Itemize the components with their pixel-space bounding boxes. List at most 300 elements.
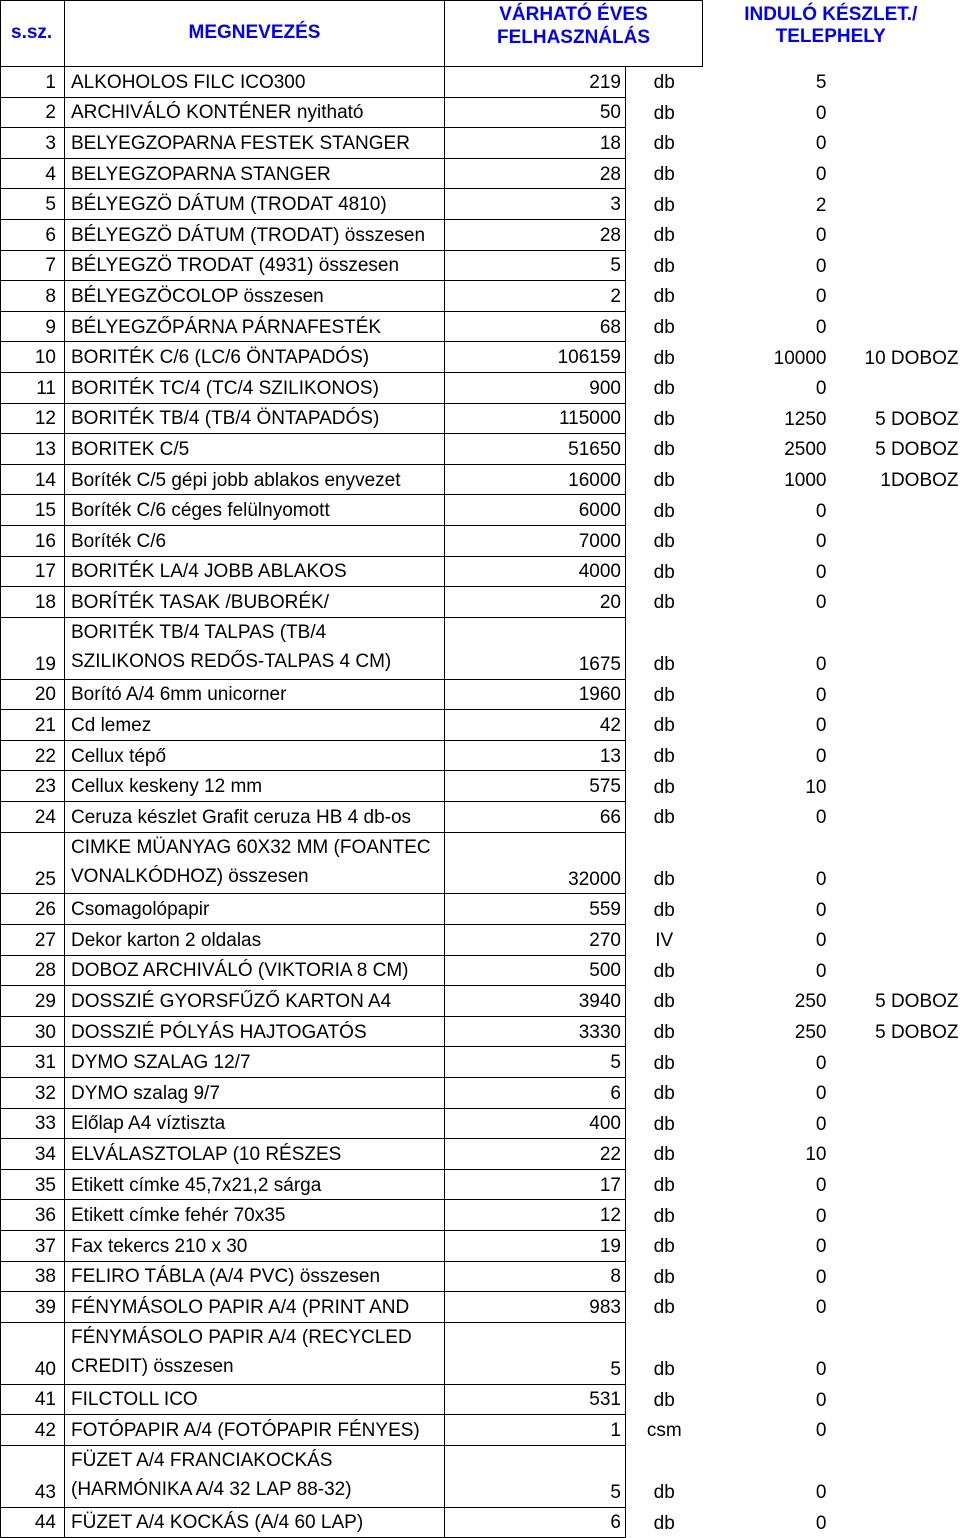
row-box-count: 5 DOBOZ [875, 1022, 959, 1044]
row-box-count [829, 801, 959, 832]
row-box-count [829, 67, 959, 98]
row-initial-stock: 0 [815, 1175, 827, 1197]
row-expected-usage: 17 [445, 1169, 626, 1200]
row-serial-number: 11 [1, 372, 65, 403]
table-row [1, 1230, 959, 1261]
row-initial-stock: 0 [815, 960, 827, 982]
row-expected-usage: 106159 [445, 342, 626, 373]
row-unit: db [653, 899, 675, 921]
row-unit: db [653, 869, 675, 891]
row-unit: db [653, 1482, 675, 1504]
header-initial-stock: INDULÓ KÉSZLET./ TELEPHELY [744, 3, 918, 48]
row-box-count [829, 189, 959, 220]
row-box-count [829, 372, 959, 403]
row-initial-stock: 0 [815, 1512, 827, 1534]
row-unit: db [653, 715, 675, 737]
table-row [1, 1322, 959, 1384]
row-initial-stock: 0 [815, 1205, 827, 1227]
table-row [1, 801, 959, 832]
table-row [1, 67, 959, 98]
row-item-name: Fax tekercs 210 x 30 [65, 1230, 445, 1261]
row-unit: db [653, 1512, 675, 1534]
row-item-name: BELYEGZOPARNA STANGER [65, 158, 445, 189]
row-item-name: BORÍTÉK TASAK /BUBORÉK/ [65, 587, 445, 618]
row-item-name: ELVÁLASZTOLAP (10 RÉSZES [65, 1139, 445, 1170]
row-serial-number: 22 [1, 740, 65, 771]
row-item-name: BÉLYEGZÖ TRODAT (4931) összesen [65, 250, 445, 281]
row-unit: db [653, 1266, 675, 1288]
row-unit: db [653, 72, 675, 94]
row-serial-number: 30 [1, 1016, 65, 1047]
row-expected-usage: 531 [445, 1384, 626, 1415]
row-box-count [829, 1169, 959, 1200]
row-initial-stock: 0 [815, 1083, 827, 1105]
row-item-name: DOSSZIÉ PÓLYÁS HAJTOGATÓS [65, 1016, 445, 1047]
table-row [1, 97, 959, 128]
row-box-count [829, 1507, 959, 1538]
row-initial-stock: 10000 [773, 347, 827, 369]
table-row [1, 1415, 959, 1446]
row-item-name: BORITÉK TB/4 (TB/4 ÖNTAPADÓS) [65, 403, 445, 434]
row-item-name: Cellux keskeny 12 mm [65, 771, 445, 802]
row-box-count [829, 894, 959, 925]
row-serial-number: 41 [1, 1384, 65, 1415]
row-box-count [829, 740, 959, 771]
row-expected-usage: 5 [445, 1322, 626, 1384]
row-initial-stock: 0 [815, 286, 827, 308]
row-initial-stock: 0 [815, 684, 827, 706]
row-initial-stock: 0 [815, 317, 827, 339]
row-serial-number: 32 [1, 1077, 65, 1108]
table-row [1, 281, 959, 312]
table-row [1, 189, 959, 220]
row-expected-usage: 3330 [445, 1016, 626, 1047]
row-item-name: ARCHIVÁLÓ KONTÉNER nyitható [65, 97, 445, 128]
row-initial-stock: 0 [815, 654, 827, 676]
row-initial-stock: 1250 [784, 408, 827, 430]
row-serial-number: 29 [1, 986, 65, 1017]
row-box-count [829, 97, 959, 128]
row-box-count [829, 158, 959, 189]
row-expected-usage: 983 [445, 1292, 626, 1323]
row-expected-usage: 16000 [445, 464, 626, 495]
row-item-name: Cd lemez [65, 710, 445, 741]
table-row [1, 587, 959, 618]
row-expected-usage: 500 [445, 955, 626, 986]
row-expected-usage: 8 [445, 1261, 626, 1292]
table-row [1, 525, 959, 556]
row-box-count [829, 1200, 959, 1231]
row-unit: csm [646, 1420, 682, 1442]
row-serial-number: 39 [1, 1292, 65, 1323]
row-initial-stock: 0 [815, 1482, 827, 1504]
row-serial-number: 34 [1, 1139, 65, 1170]
row-initial-stock: 0 [815, 561, 827, 583]
row-item-name: BORITÉK TC/4 (TC/4 SZILIKONOS) [65, 372, 445, 403]
row-serial-number: 6 [1, 219, 65, 250]
table-row [1, 1169, 959, 1200]
row-unit: db [653, 347, 675, 369]
row-item-name: Cellux tépő [65, 740, 445, 771]
row-serial-number: 14 [1, 464, 65, 495]
row-expected-usage: 68 [445, 311, 626, 342]
row-unit: db [653, 500, 675, 522]
row-box-count [829, 1108, 959, 1139]
row-item-name: FOTÓPAPIR A/4 (FOTÓPAPIR FÉNYES) [65, 1415, 445, 1446]
table-row [1, 250, 959, 281]
row-box-count [829, 1077, 959, 1108]
header-expected-usage: VÁRHATÓ ÉVES FELHASZNÁLÁS [445, 1, 703, 67]
row-expected-usage: 5 [445, 1445, 626, 1507]
row-serial-number: 15 [1, 495, 65, 526]
row-item-name: Csomagolópapir [65, 894, 445, 925]
row-item-name: BELYEGZOPARNA FESTEK STANGER [65, 128, 445, 159]
row-item-name: Boríték C/6 céges felülnyomott [65, 495, 445, 526]
row-serial-number: 18 [1, 587, 65, 618]
table-row [1, 617, 959, 679]
row-item-name: Boríték C/5 gépi jobb ablakos enyvezet [65, 464, 445, 495]
table-row [1, 403, 959, 434]
row-item-name: FÉNYMÁSOLO PAPIR A/4 (RECYCLED CREDIT) összesen [65, 1322, 445, 1384]
row-initial-stock: 0 [815, 500, 827, 522]
row-item-name: FÜZET A/4 FRANCIAKOCKÁS (HARMÓNIKA A/4 32 LAP 88-32) [65, 1445, 445, 1507]
row-unit: db [653, 654, 675, 676]
table-body [1, 67, 959, 1538]
row-item-name: ALKOHOLOS FILC ICO300 [65, 67, 445, 98]
row-item-name: BORITÉK C/6 (LC/6 ÖNTAPADÓS) [65, 342, 445, 373]
row-expected-usage: 575 [445, 771, 626, 802]
row-item-name: DOSSZIÉ GYORSFŰZŐ KARTON A4 [65, 986, 445, 1017]
row-expected-usage: 66 [445, 801, 626, 832]
row-serial-number: 3 [1, 128, 65, 159]
row-serial-number: 33 [1, 1108, 65, 1139]
row-serial-number: 9 [1, 311, 65, 342]
row-initial-stock: 0 [815, 746, 827, 768]
row-item-name: BÉLYEGZÖCOLOP összesen [65, 281, 445, 312]
row-expected-usage: 115000 [445, 403, 626, 434]
row-item-name: CIMKE MÜANYAG 60X32 MM (FOANTEC VONALKÓDHOZ) összesen [65, 832, 445, 894]
row-initial-stock: 0 [815, 1266, 827, 1288]
row-initial-stock: 0 [815, 531, 827, 553]
row-box-count [829, 587, 959, 618]
row-box-count [829, 281, 959, 312]
row-serial-number: 24 [1, 801, 65, 832]
table-row [1, 1384, 959, 1415]
row-item-name: FELIRO TÁBLA (A/4 PVC) összesen [65, 1261, 445, 1292]
table-row [1, 1077, 959, 1108]
row-initial-stock: 0 [815, 1359, 827, 1381]
row-serial-number: 10 [1, 342, 65, 373]
row-initial-stock: 0 [815, 255, 827, 277]
table-row [1, 556, 959, 587]
row-unit: db [653, 1083, 675, 1105]
table-row [1, 1292, 959, 1323]
row-expected-usage: 270 [445, 925, 626, 956]
row-item-name: DYMO SZALAG 12/7 [65, 1047, 445, 1078]
row-expected-usage: 13 [445, 740, 626, 771]
row-item-name: BORITÉK LA/4 JOBB ABLAKOS [65, 556, 445, 587]
row-initial-stock: 0 [815, 1113, 827, 1135]
header-name: MEGNEVEZÉS [65, 1, 445, 67]
row-unit: db [653, 1205, 675, 1227]
row-item-name: BORITÉK TB/4 TALPAS (TB/4 SZILIKONOS REDŐS-TALPAS 4 CM) [65, 617, 445, 679]
row-unit: db [653, 255, 675, 277]
table-row [1, 1445, 959, 1507]
row-unit: db [653, 960, 675, 982]
row-expected-usage: 7000 [445, 525, 626, 556]
row-box-count [829, 1261, 959, 1292]
row-initial-stock: 10 [805, 776, 827, 798]
row-serial-number: 35 [1, 1169, 65, 1200]
row-box-count [829, 525, 959, 556]
row-initial-stock: 0 [815, 899, 827, 921]
row-unit: db [653, 807, 675, 829]
row-unit: db [653, 286, 675, 308]
row-unit: db [653, 194, 675, 216]
table-row [1, 1047, 959, 1078]
row-unit: db [653, 776, 675, 798]
table-row [1, 1139, 959, 1170]
row-unit: db [653, 133, 675, 155]
table-row [1, 1261, 959, 1292]
row-expected-usage: 1 [445, 1415, 626, 1446]
row-expected-usage: 900 [445, 372, 626, 403]
table-row [1, 955, 959, 986]
row-initial-stock: 0 [815, 1420, 827, 1442]
row-box-count: 1DOBOZ [880, 470, 959, 492]
row-serial-number: 38 [1, 1261, 65, 1292]
row-unit: db [653, 378, 675, 400]
row-box-count [829, 832, 959, 894]
row-initial-stock: 250 [794, 1022, 827, 1044]
row-expected-usage: 400 [445, 1108, 626, 1139]
row-serial-number: 37 [1, 1230, 65, 1261]
row-initial-stock: 0 [815, 869, 827, 891]
row-item-name: BORITEK C/5 [65, 434, 445, 465]
row-box-count [829, 311, 959, 342]
row-box-count [829, 495, 959, 526]
row-expected-usage: 20 [445, 587, 626, 618]
row-serial-number: 43 [1, 1445, 65, 1507]
table-row [1, 342, 959, 373]
row-unit: db [653, 1389, 675, 1411]
row-expected-usage: 6 [445, 1077, 626, 1108]
row-initial-stock: 250 [794, 991, 827, 1013]
table-row [1, 925, 959, 956]
row-unit: db [653, 1052, 675, 1074]
row-unit: db [653, 225, 675, 247]
table-row [1, 986, 959, 1017]
row-box-count [829, 1445, 959, 1507]
row-initial-stock: 0 [815, 1297, 827, 1319]
row-serial-number: 31 [1, 1047, 65, 1078]
row-unit: db [653, 1297, 675, 1319]
row-serial-number: 12 [1, 403, 65, 434]
row-box-count [829, 1292, 959, 1323]
row-expected-usage: 50 [445, 97, 626, 128]
row-box-count [829, 1384, 959, 1415]
row-box-count [829, 1047, 959, 1078]
row-expected-usage: 5 [445, 1047, 626, 1078]
row-box-count [829, 617, 959, 679]
table-row [1, 372, 959, 403]
row-box-count [829, 250, 959, 281]
row-unit: db [653, 164, 675, 186]
row-serial-number: 8 [1, 281, 65, 312]
row-expected-usage: 5 [445, 250, 626, 281]
row-initial-stock: 2500 [784, 439, 827, 461]
row-initial-stock: 0 [815, 164, 827, 186]
row-box-count [829, 128, 959, 159]
row-item-name: BÉLYEGZÖ DÁTUM (TRODAT) összesen [65, 219, 445, 250]
row-serial-number: 28 [1, 955, 65, 986]
row-unit: db [653, 1022, 675, 1044]
row-expected-usage: 51650 [445, 434, 626, 465]
row-serial-number: 44 [1, 1507, 65, 1538]
row-serial-number: 4 [1, 158, 65, 189]
table-row [1, 219, 959, 250]
row-unit: IV [655, 930, 674, 952]
row-item-name: Dekor karton 2 oldalas [65, 925, 445, 956]
row-box-count [829, 1322, 959, 1384]
row-initial-stock: 0 [815, 225, 827, 247]
row-box-count [829, 1230, 959, 1261]
row-item-name: BÉLYEGZŐPÁRNA PÁRNAFESTÉK [65, 311, 445, 342]
row-expected-usage: 3940 [445, 986, 626, 1017]
table-row [1, 771, 959, 802]
row-expected-usage: 18 [445, 128, 626, 159]
row-expected-usage: 1960 [445, 679, 626, 710]
row-unit: db [653, 991, 675, 1013]
row-box-count: 5 DOBOZ [875, 408, 959, 430]
row-box-count [829, 925, 959, 956]
row-item-name: FÉNYMÁSOLO PAPIR A/4 (PRINT AND [65, 1292, 445, 1323]
row-expected-usage: 19 [445, 1230, 626, 1261]
row-unit: db [653, 531, 675, 553]
row-unit: db [653, 561, 675, 583]
row-serial-number: 20 [1, 679, 65, 710]
row-box-count [829, 771, 959, 802]
row-expected-usage: 2 [445, 281, 626, 312]
header-row [1, 1, 959, 67]
row-unit: db [653, 1359, 675, 1381]
row-expected-usage: 219 [445, 67, 626, 98]
row-expected-usage: 559 [445, 894, 626, 925]
row-box-count [829, 219, 959, 250]
row-serial-number: 7 [1, 250, 65, 281]
row-item-name: Ceruza készlet Grafit ceruza HB 4 db-os [65, 801, 445, 832]
row-unit: db [653, 1236, 675, 1258]
row-box-count [829, 955, 959, 986]
row-item-name: Etikett címke fehér 70x35 [65, 1200, 445, 1231]
row-initial-stock: 0 [815, 1052, 827, 1074]
table-row [1, 464, 959, 495]
row-box-count [829, 1139, 959, 1170]
table-row [1, 1016, 959, 1047]
row-unit: db [653, 439, 675, 461]
row-initial-stock: 10 [805, 1144, 827, 1166]
row-unit: db [653, 102, 675, 124]
row-unit: db [653, 408, 675, 430]
row-item-name: Boríték C/6 [65, 525, 445, 556]
row-item-name: DOBOZ ARCHIVÁLÓ (VIKTORIA 8 CM) [65, 955, 445, 986]
row-box-count: 5 DOBOZ [875, 991, 959, 1013]
row-item-name: Etikett címke 45,7x21,2 sárga [65, 1169, 445, 1200]
row-expected-usage: 6000 [445, 495, 626, 526]
row-box-count [829, 679, 959, 710]
row-serial-number: 5 [1, 189, 65, 220]
row-serial-number: 36 [1, 1200, 65, 1231]
row-initial-stock: 0 [815, 715, 827, 737]
row-serial-number: 17 [1, 556, 65, 587]
row-unit: db [653, 1175, 675, 1197]
table-row [1, 832, 959, 894]
table-row [1, 311, 959, 342]
row-initial-stock: 2 [815, 194, 827, 216]
row-initial-stock: 0 [815, 1389, 827, 1411]
row-item-name: DYMO szalag 9/7 [65, 1077, 445, 1108]
row-initial-stock: 0 [815, 592, 827, 614]
row-item-name: FILCTOLL ICO [65, 1384, 445, 1415]
row-serial-number: 27 [1, 925, 65, 956]
header-serial-number: s.sz. [1, 1, 65, 67]
row-item-name: BÉLYEGZÖ DÁTUM (TRODAT 4810) [65, 189, 445, 220]
row-serial-number: 16 [1, 525, 65, 556]
row-item-name: Borító A/4 6mm unicorner [65, 679, 445, 710]
row-unit: db [653, 470, 675, 492]
table-row [1, 158, 959, 189]
row-serial-number: 13 [1, 434, 65, 465]
table-row [1, 710, 959, 741]
row-unit: db [653, 592, 675, 614]
table-row [1, 1200, 959, 1231]
table-row [1, 434, 959, 465]
row-expected-usage: 32000 [445, 832, 626, 894]
row-serial-number: 2 [1, 97, 65, 128]
row-box-count: 10 DOBOZ [864, 347, 959, 369]
row-initial-stock: 0 [815, 930, 827, 952]
row-box-count [829, 556, 959, 587]
row-serial-number: 25 [1, 832, 65, 894]
row-expected-usage: 28 [445, 158, 626, 189]
row-serial-number: 19 [1, 617, 65, 679]
row-expected-usage: 6 [445, 1507, 626, 1538]
row-unit: db [653, 317, 675, 339]
row-expected-usage: 1675 [445, 617, 626, 679]
row-expected-usage: 12 [445, 1200, 626, 1231]
row-expected-usage: 42 [445, 710, 626, 741]
row-unit: db [653, 684, 675, 706]
row-serial-number: 23 [1, 771, 65, 802]
row-initial-stock: 0 [815, 102, 827, 124]
row-serial-number: 40 [1, 1322, 65, 1384]
row-serial-number: 42 [1, 1415, 65, 1446]
table-row [1, 128, 959, 159]
row-expected-usage: 3 [445, 189, 626, 220]
row-initial-stock: 5 [815, 72, 827, 94]
row-expected-usage: 22 [445, 1139, 626, 1170]
row-box-count [829, 1415, 959, 1446]
row-expected-usage: 28 [445, 219, 626, 250]
row-initial-stock: 1000 [784, 470, 827, 492]
row-unit: db [653, 1144, 675, 1166]
row-initial-stock: 0 [815, 1236, 827, 1258]
table-row [1, 740, 959, 771]
row-serial-number: 21 [1, 710, 65, 741]
table-row [1, 1507, 959, 1538]
row-unit: db [653, 1113, 675, 1135]
table-row [1, 495, 959, 526]
